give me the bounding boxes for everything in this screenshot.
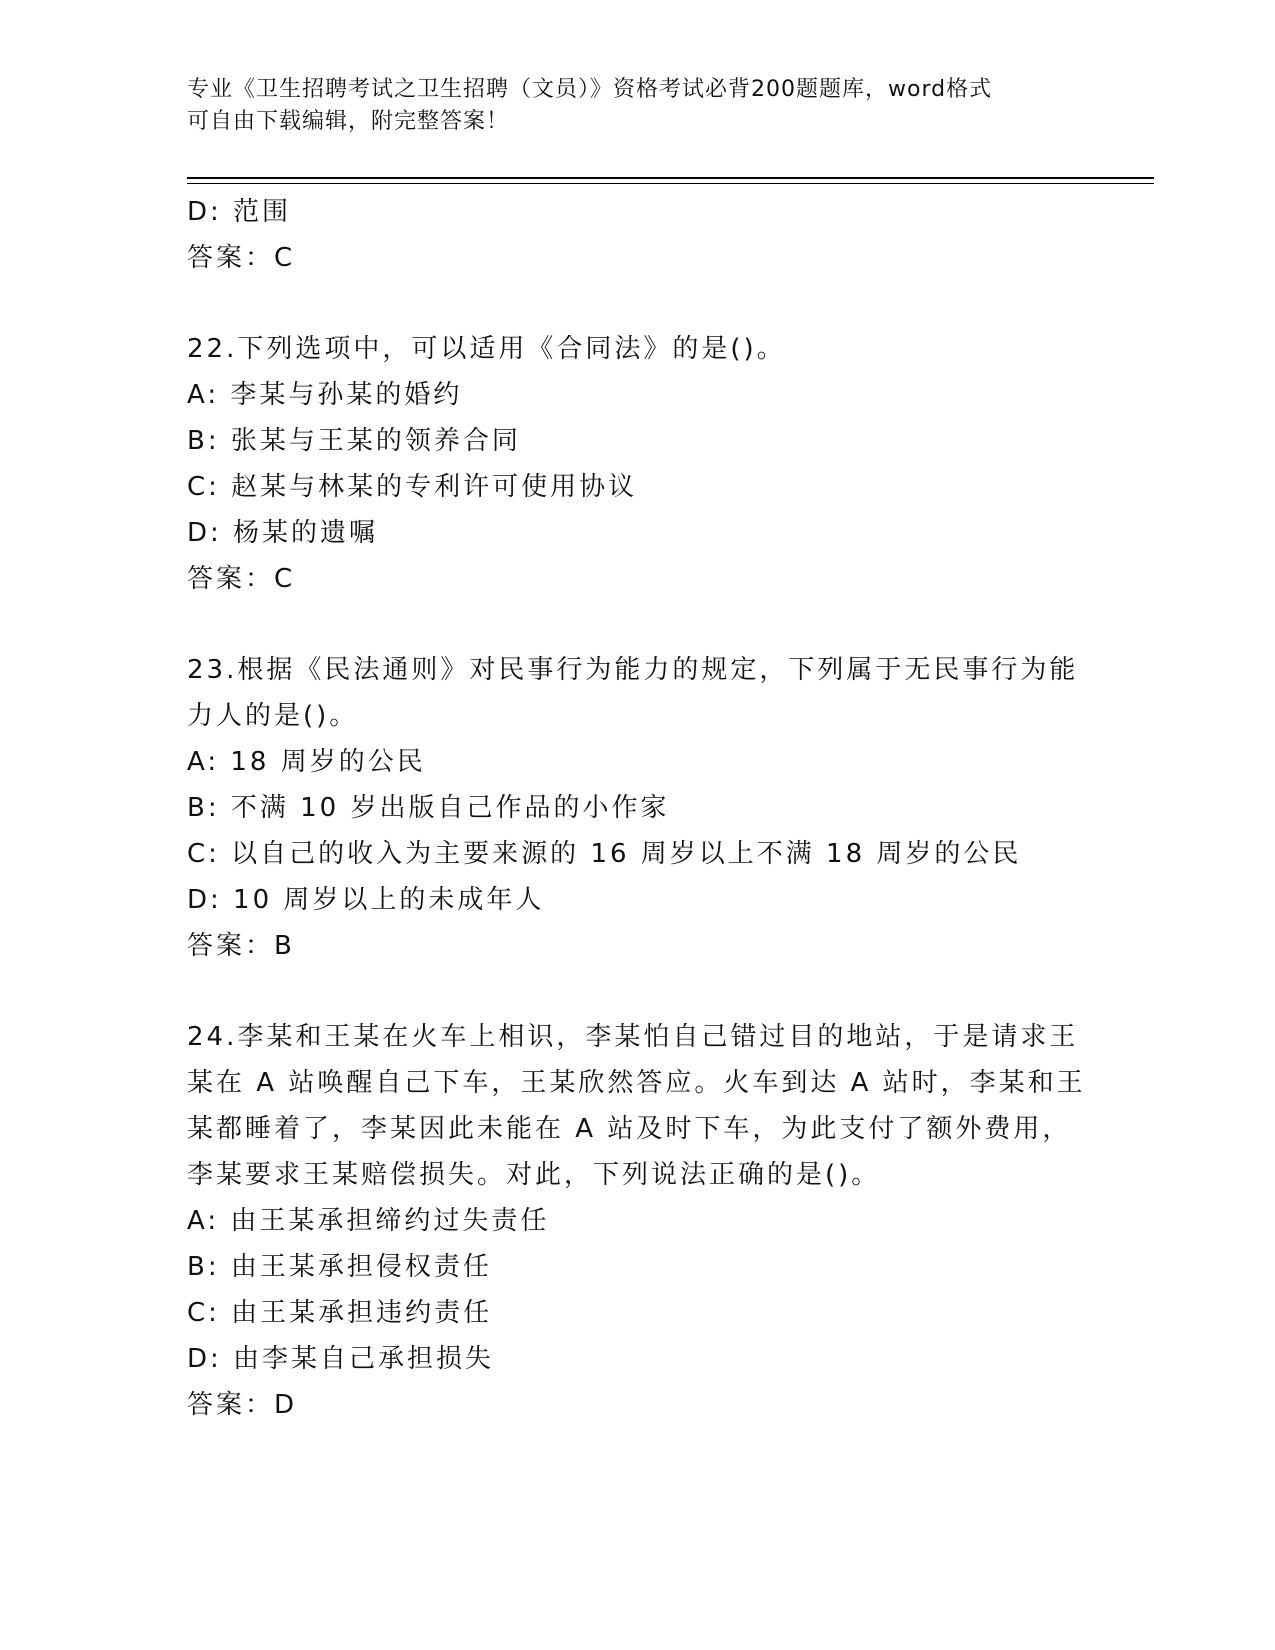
question-stem: 24.李某和王某在火车上相识，李某怕自己错过目的地站，于是请求王 — [187, 1022, 1079, 1052]
previous-answer: 答案：C — [187, 243, 296, 273]
question-stem: 22.下列选项中，可以适用《合同法》的是()。 — [187, 334, 786, 364]
header-line-2: 可自由下载编辑，附完整答案！ — [187, 109, 510, 134]
previous-option-d: D: 范围 — [187, 197, 292, 227]
option-b: B: 由王某承担侵权责任 — [187, 1252, 492, 1282]
option-d: D: 由李某自己承担损失 — [187, 1344, 495, 1374]
option-d: D: 10 周岁以上的未成年人 — [187, 885, 545, 915]
header-divider-thick — [187, 177, 1154, 179]
option-b: B: 不满 10 岁出版自己作品的小作家 — [187, 793, 670, 823]
answer: 答案：C — [187, 564, 296, 594]
question-stem: 力人的是()。 — [187, 701, 359, 731]
header-line-1: 专业《卫生招聘考试之卫生招聘（文员）》资格考试必背200题题库，word格式 — [187, 77, 993, 102]
option-b: B: 张某与王某的领养合同 — [187, 426, 521, 456]
question-23 — [187, 647, 1087, 969]
header-divider-thin — [187, 183, 1154, 184]
option-a: A: 李某与孙某的婚约 — [187, 380, 463, 410]
answer: 答案：B — [187, 931, 295, 961]
question-22 — [187, 326, 1087, 602]
document-header — [187, 74, 1067, 138]
option-c: C: 以自己的收入为主要来源的 16 周岁以上不满 18 周岁的公民 — [187, 839, 1022, 869]
option-c: C: 由王某承担违约责任 — [187, 1298, 493, 1328]
question-stem: 23.根据《民法通则》对民事行为能力的规定，下列属于无民事行为能 — [187, 655, 1079, 685]
question-stem: 李某要求王某赔偿损失。对此，下列说法正确的是()。 — [187, 1160, 881, 1190]
option-d: D: 杨某的遗嘱 — [187, 518, 379, 548]
question-list — [187, 189, 1087, 1428]
option-c: C: 赵某与林某的专利许可使用协议 — [187, 472, 638, 502]
option-a: A: 18 周岁的公民 — [187, 747, 426, 777]
answer: 答案：D — [187, 1390, 298, 1420]
question-stem: 某都睡着了，李某因此未能在 A 站及时下车，为此支付了额外费用， — [187, 1114, 1072, 1144]
question-stem: 某在 A 站唤醒自己下车，王某欣然答应。火车到达 A 站时，李某和王 — [187, 1068, 1086, 1098]
option-a: A: 由王某承担缔约过失责任 — [187, 1206, 550, 1236]
question-24 — [187, 1014, 1087, 1428]
